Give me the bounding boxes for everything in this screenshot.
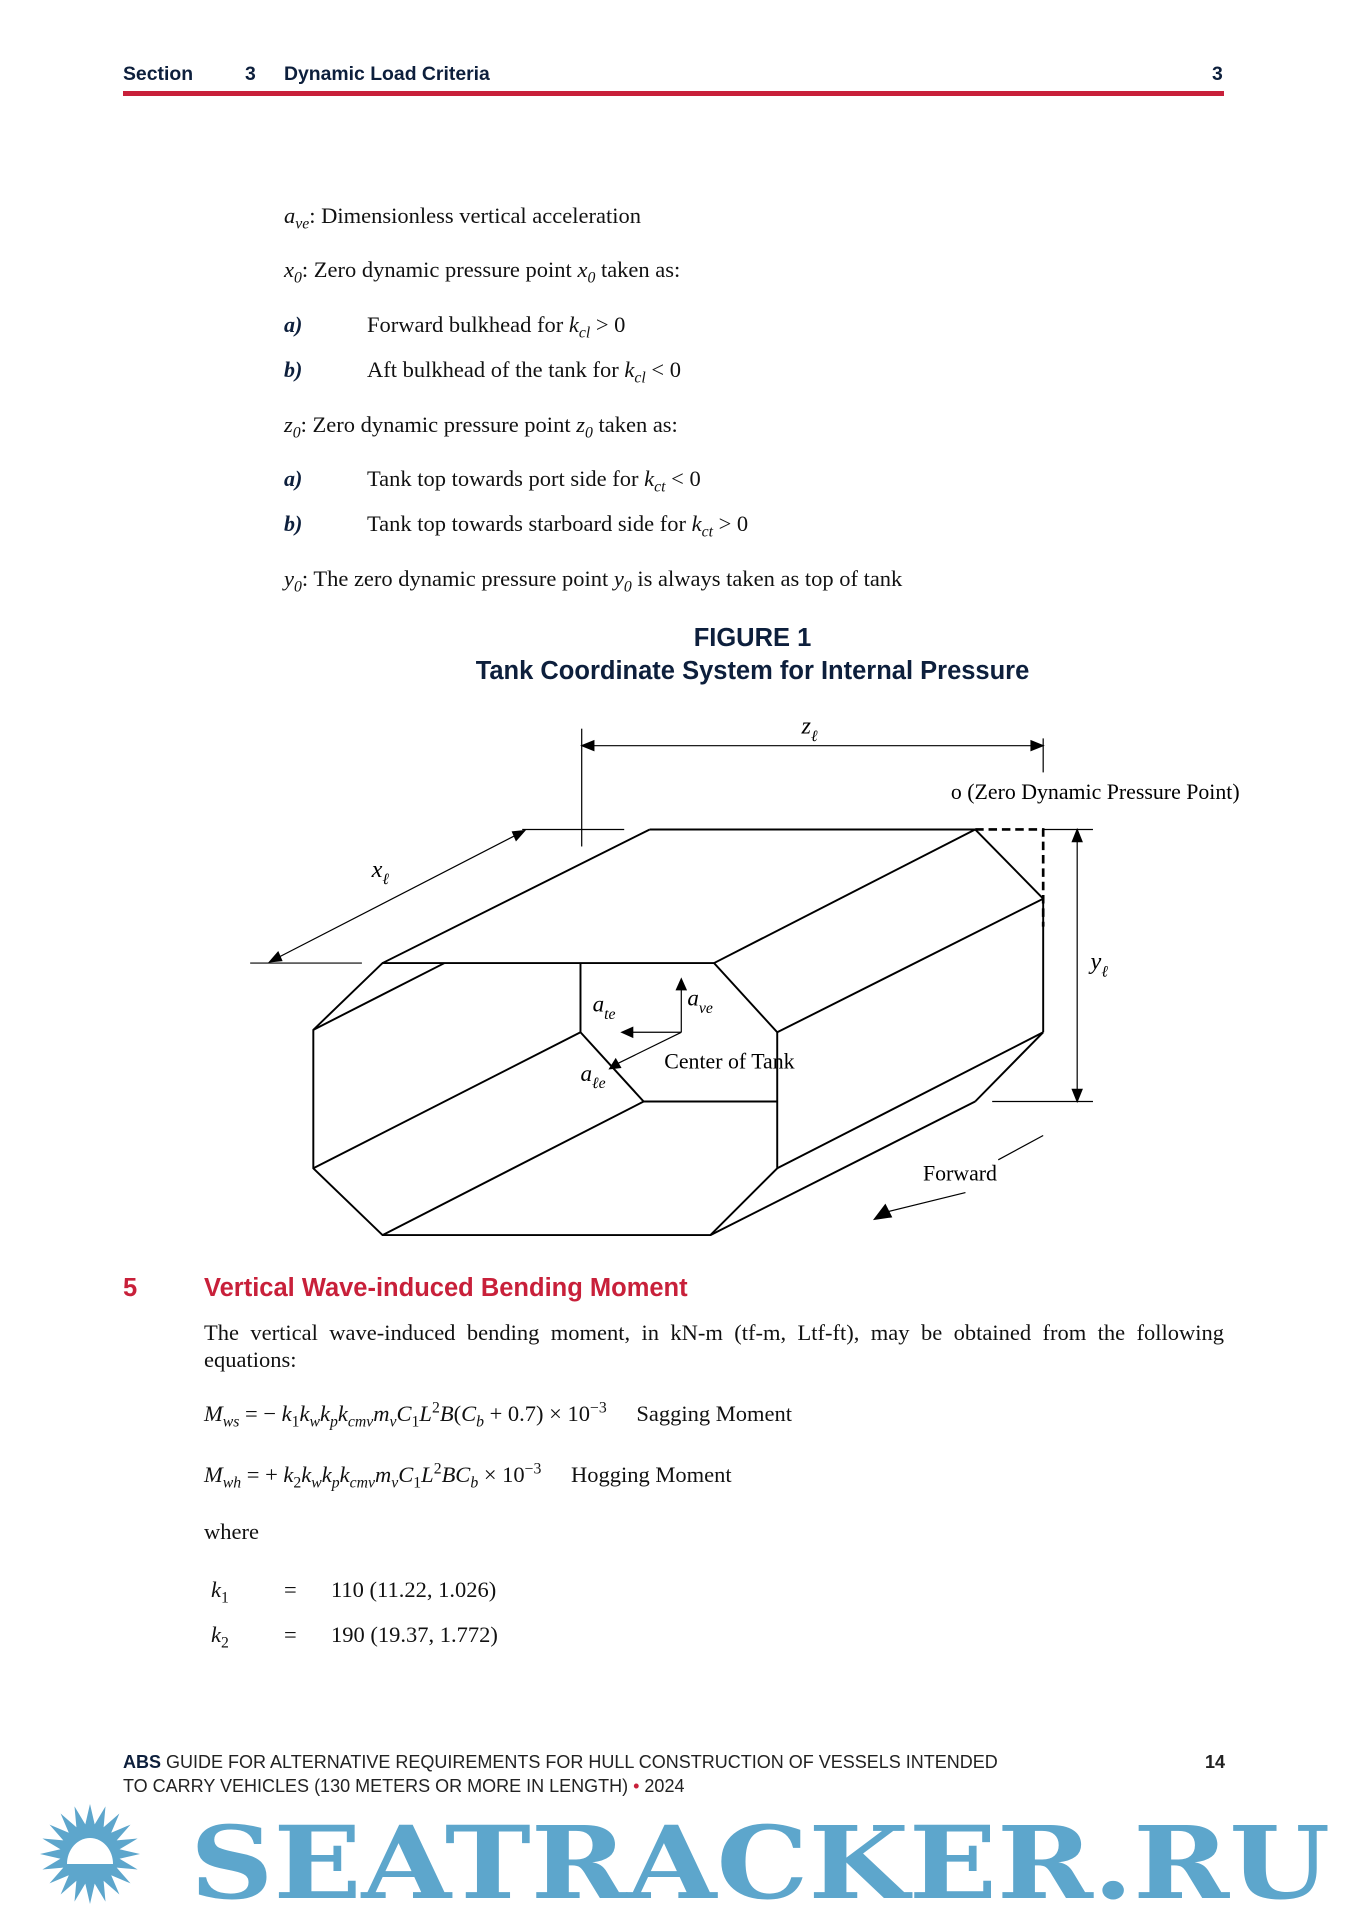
header-page-number: 3 [1212, 63, 1223, 85]
footer-line-1: ABS GUIDE FOR ALTERNATIVE REQUIREMENTS FOR HULL CONSTRUCTION OF VESSELS INTENDED [123, 1752, 998, 1772]
section-title: Vertical Wave-induced Bending Moment [204, 1274, 688, 1302]
equation-hogging: $M_{wh}$ = + $k_2k_wk_pk_{cmv}m_vC_1L^2BC_b \times 10^{-3}$ Hogging Moment [204, 1460, 732, 1492]
watermark [0, 1802, 1348, 1906]
header-section-label: Section [123, 63, 194, 85]
where-label: where [204, 1519, 259, 1544]
constant-k2: $k_2$ = 190 (19.37, 1.772) [211, 1622, 498, 1652]
zero-point-dashed-lines [975, 829, 1043, 926]
header-rule [123, 91, 1224, 96]
label-a-te: $a_{te}$ [592, 990, 616, 1023]
list-item: a) Forward bulkhead for $k_{cl} > 0$ [284, 312, 626, 342]
label-forward: Forward [922, 1161, 997, 1186]
label-z: $z_\ell$ [801, 712, 818, 745]
label-a-ve: $a_{ve}$ [687, 984, 713, 1017]
definition-x0: $x_0$: Zero dynamic pressure point $x_0$ taken as: [284, 257, 681, 287]
footer-page-number: 14 [1205, 1752, 1226, 1772]
equation-sagging: $M_{ws}$ = − $k_1k_wk_pk_{cmv}m_vC_1L^2B(C_b + 0.7) \times 10^{-3}$ Sagging Moment [204, 1399, 792, 1431]
header-section-title: Dynamic Load Criteria [284, 63, 490, 85]
list-item: a) Tank top towards port side for $k_{ct} < 0$ [284, 466, 701, 496]
tank-diagram [0, 700, 1348, 1260]
section-number: 5 [123, 1274, 138, 1302]
definition-y0: $y_0$: The zero dynamic pressure point $y_0$ is always taken as top of tank [284, 566, 903, 596]
label-x: $x_\ell$ [371, 855, 389, 889]
label-a-le: $a_{\ell e}$ [580, 1059, 606, 1093]
list-item: b) Tank top towards starboard side for $k_{ct} > 0$ [284, 511, 749, 541]
label-zero-pressure-point: o (Zero Dynamic Pressure Point) [950, 780, 1240, 805]
constant-k1: $k_1$ = 110 (11.22, 1.026) [211, 1577, 497, 1607]
figure-number: FIGURE 1 [693, 624, 812, 652]
hogging-label: Hogging Moment [571, 1462, 732, 1487]
definition-z0: $z_0$: Zero dynamic pressure point $z_0$ taken as: [284, 412, 678, 442]
label-center-of-tank: Center of Tank [664, 1049, 795, 1074]
watermark-sun-icon [40, 1804, 140, 1904]
watermark-text: SEATRACKER.RU [190, 1804, 1330, 1906]
definition-ave: $a_{ve}$: Dimensionless vertical acceleration [284, 203, 641, 233]
list-item: b) Aft bulkhead of the tank for $k_{cl} < 0$ [284, 357, 681, 387]
header-section-number: 3 [245, 63, 256, 85]
footer-line-2: TO CARRY VEHICLES (130 METERS OR MORE IN LENGTH) • 2024 [123, 1776, 685, 1796]
label-y: $y_\ell$ [1090, 948, 1108, 981]
section-intro: The vertical wave-induced bending moment, in kN-m (tf-m, Ltf-ft), may be obtained from the following equations: [204, 1320, 1224, 1372]
sagging-label: Sagging Moment [636, 1401, 792, 1426]
figure-title: Tank Coordinate System for Internal Pressure [475, 657, 1030, 685]
